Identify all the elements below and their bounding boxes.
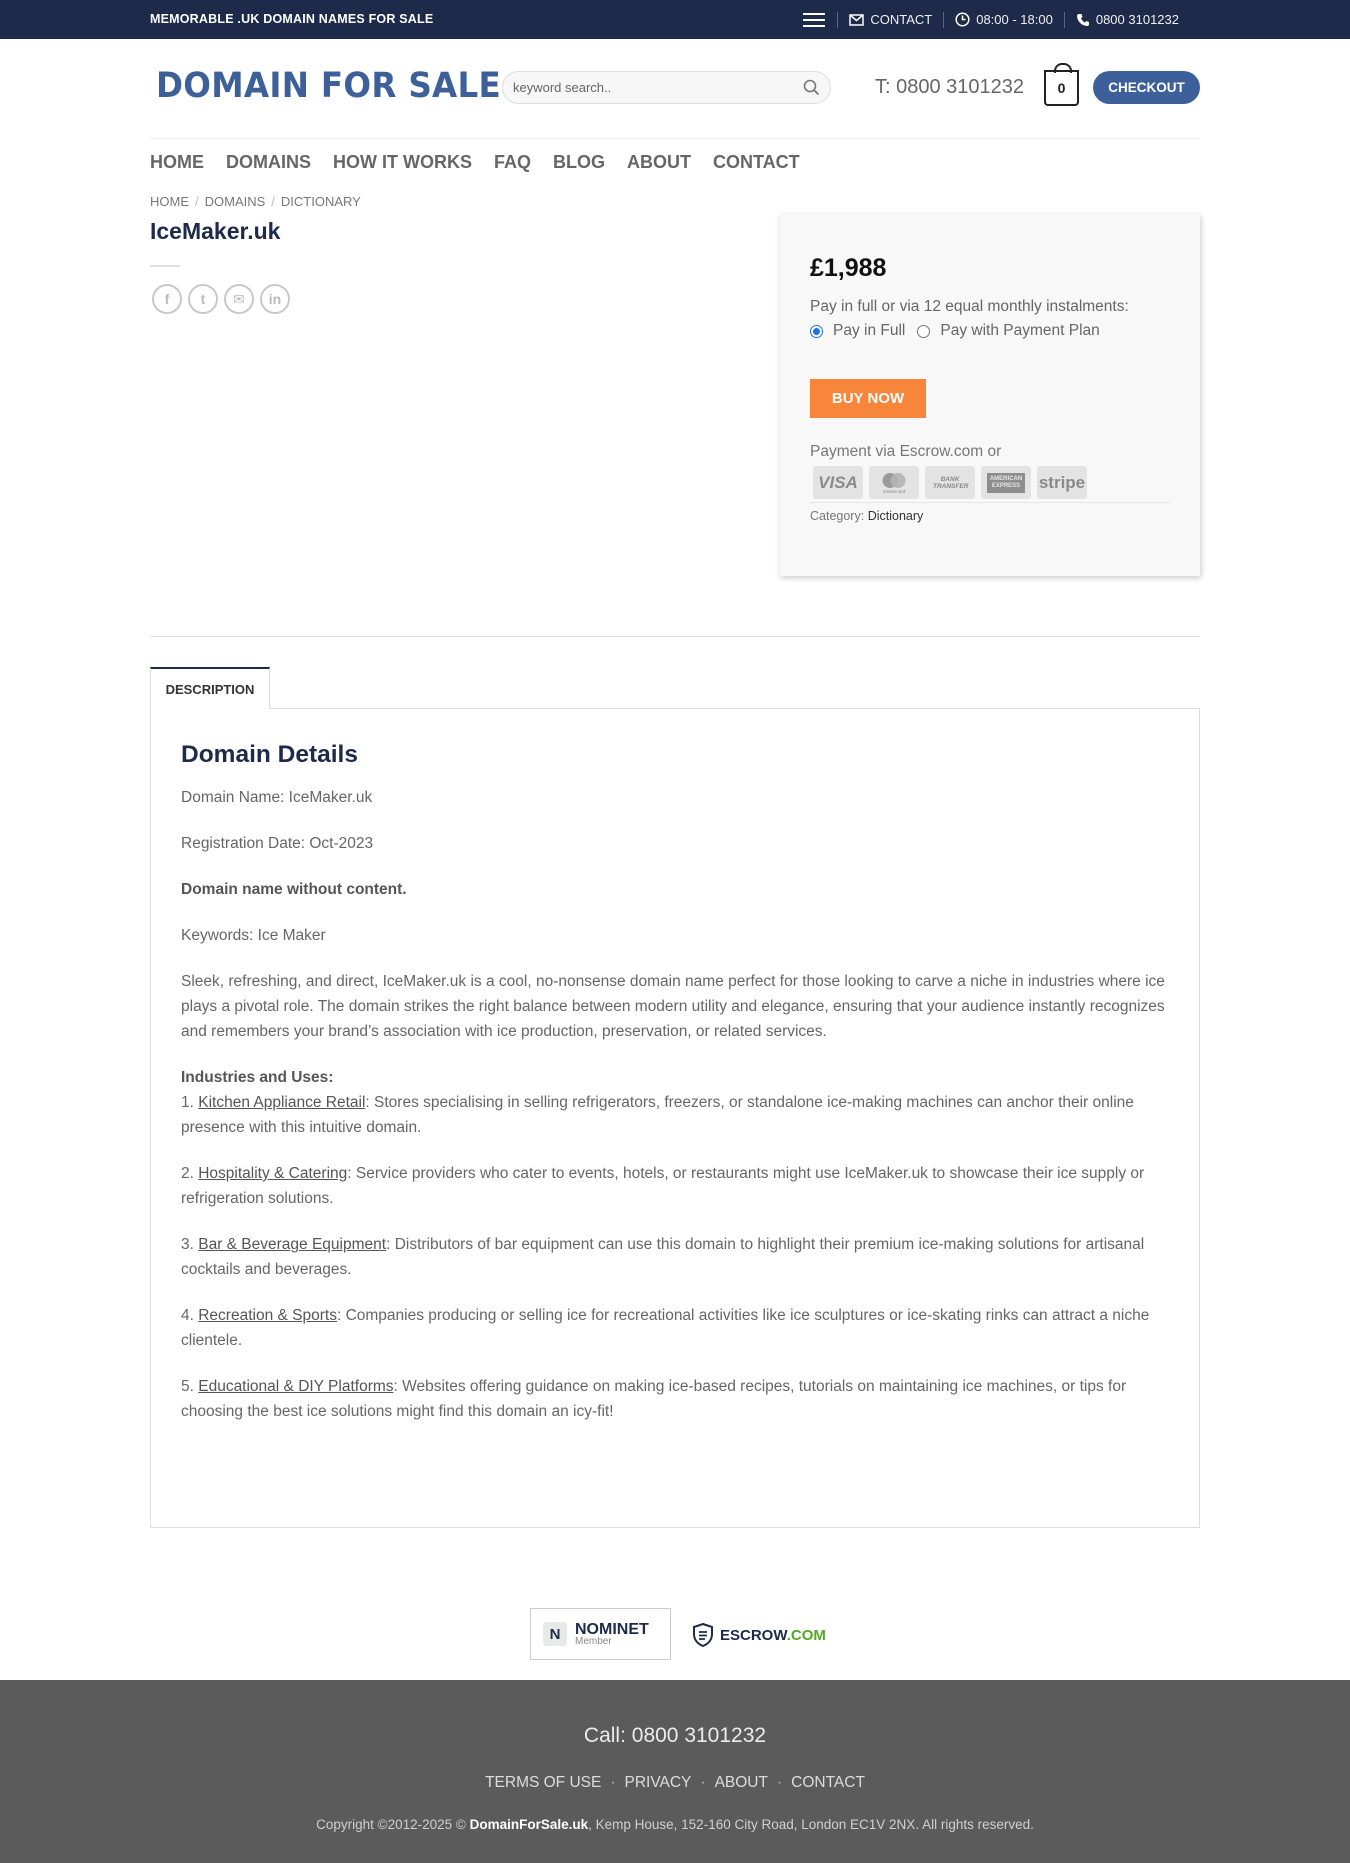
site-logo[interactable]: DOMAIN FOR SALE <box>156 66 502 106</box>
nominet-name: NOMINET <box>575 1620 649 1638</box>
search-icon[interactable] <box>803 79 820 96</box>
mastercard-label: mastercard <box>882 488 906 494</box>
description-content <box>181 739 1171 1445</box>
use-item <box>181 1232 1171 1282</box>
menu-icon[interactable] <box>803 13 825 27</box>
industries-heading: Industries and Uses: <box>181 1069 334 1086</box>
use-item <box>181 1065 1171 1140</box>
hours-label: 08:00 - 18:00 <box>976 12 1053 27</box>
escrow-badge[interactable] <box>692 1623 826 1647</box>
top-bar <box>0 0 1350 39</box>
nav-domains[interactable]: DOMAINS <box>226 152 311 172</box>
header-phone: T: 0800 3101232 <box>875 76 1025 98</box>
category-link[interactable]: Dictionary <box>867 509 924 523</box>
buy-now-button[interactable]: BUY NOW <box>810 379 926 418</box>
linkedin-icon[interactable]: in <box>260 284 290 314</box>
use-name: Hospitality & Catering <box>198 1165 348 1182</box>
footer-about-link[interactable]: ABOUT <box>714 1774 768 1791</box>
footer-links <box>0 1774 1350 1792</box>
main-nav <box>150 152 800 173</box>
use-text: : Stores specialising in selling refrigerators, freezers, or standalone ice-making machines can anchor their online presence with this intuitive domain. <box>181 1094 1134 1136</box>
use-text: : Websites offering guidance on making ice-based recipes, tutorials on maintaining ice machines, or tips for choosing the best ice solutions might find this domain an icy-fit! <box>181 1378 1127 1420</box>
cart-count: 0 <box>1057 80 1066 96</box>
breadcrumb-dictionary[interactable]: DICTIONARY <box>280 194 361 209</box>
use-text: : Companies producing or selling ice for recreational activities like ice sculptures or ice-skating rinks can attract a niche clientele. <box>181 1307 1150 1349</box>
pay-full-label: Pay in Full <box>833 322 906 339</box>
content-note-text: Domain name without content. <box>181 881 407 898</box>
use-item <box>181 1374 1171 1424</box>
amex-label: AMERICAN EXPRESS <box>987 473 1025 493</box>
category <box>810 509 923 523</box>
use-name: Recreation & Sports <box>198 1307 337 1324</box>
nominet-logo-icon: N <box>543 1622 567 1646</box>
footer-contact-link[interactable]: CONTACT <box>791 1774 865 1791</box>
price-box <box>780 214 1200 576</box>
tagline: MEMORABLE .UK DOMAIN NAMES FOR SALE <box>150 12 434 26</box>
nominet-badge[interactable] <box>530 1608 671 1660</box>
escrow-note: Payment via Escrow.com or <box>810 443 1002 460</box>
stripe-icon <box>1037 466 1087 499</box>
top-contact-label: CONTACT <box>870 12 933 27</box>
envelope-icon <box>849 14 864 26</box>
price: £1,988 <box>810 254 887 282</box>
payment-cards <box>813 466 1087 499</box>
breadcrumb-divider: / <box>271 194 275 209</box>
keywords: Keywords: Ice Maker <box>181 927 326 944</box>
use-text: : Service providers who cater to events, hotels, or restaurants might use IceMaker.uk to showcase their ice supply or refrigeration solutions. <box>181 1165 1145 1207</box>
opening-hours <box>944 12 1064 27</box>
content-note <box>181 877 1171 902</box>
nav-how-it-works[interactable]: HOW IT WORKS <box>333 152 472 172</box>
pay-full-radio[interactable] <box>810 325 823 338</box>
registration-date: Registration Date: Oct-2023 <box>181 835 374 852</box>
copyright <box>0 1817 1350 1832</box>
twitter-icon[interactable]: t <box>188 284 218 314</box>
top-phone-link[interactable] <box>1065 12 1190 27</box>
clock-icon <box>955 12 970 27</box>
nav-home[interactable]: HOME <box>150 152 204 172</box>
use-number: 1. <box>181 1094 199 1111</box>
payment-options <box>810 322 1100 340</box>
pay-plan-label: Pay with Payment Plan <box>940 322 1100 339</box>
intro-paragraph: Sleek, refreshing, and direct, IceMaker.uk is a cool, no-nonsense domain name perfect for those looking to carve a niche in industries where ice plays a pivotal role. The domain strikes the right balance between modern utility and elegance, ensuring that your audience instantly recognizes and remembers your brand’s association with ice production, preservation, or related services. <box>181 973 1165 1040</box>
phone-icon <box>1076 13 1090 27</box>
checkout-button[interactable]: CHECKOUT <box>1093 71 1200 104</box>
footer-link-separator: · <box>776 1774 783 1791</box>
footer-terms-link[interactable]: TERMS OF USE <box>485 1774 602 1791</box>
cart-icon[interactable] <box>1044 70 1079 106</box>
category-label: Category: <box>810 509 865 523</box>
copyright-prefix: Copyright ©2012-2025 © <box>316 1817 470 1832</box>
visa-label: VISA <box>818 472 858 492</box>
copyright-suffix: , Kemp House, 152-160 City Road, London EC1V 2NX. All rights reserved. <box>588 1817 1034 1832</box>
pay-plan-radio[interactable] <box>917 325 930 338</box>
amex-icon <box>981 466 1031 499</box>
breadcrumb-home[interactable]: HOME <box>150 194 189 209</box>
footer-privacy-link[interactable]: PRIVACY <box>624 1774 692 1791</box>
mastercard-circles <box>880 472 908 489</box>
escrow-suffix: .COM <box>786 1626 826 1644</box>
domain-details-heading: Domain Details <box>181 741 358 768</box>
tab-description[interactable]: DESCRIPTION <box>150 667 270 709</box>
payment-note: Pay in full or via 12 equal monthly instalments: <box>810 298 1129 315</box>
use-number: 4. <box>181 1307 199 1324</box>
divider <box>810 502 1170 503</box>
escrow-shield-icon <box>692 1623 714 1647</box>
domain-name: Domain Name: IceMaker.uk <box>181 789 373 806</box>
footer-call: Call: 0800 3101232 <box>583 1724 767 1747</box>
footer-link-separator: · <box>700 1774 706 1791</box>
share-icons <box>152 284 290 314</box>
description-panel <box>150 708 1200 1528</box>
facebook-icon[interactable]: f <box>152 284 182 314</box>
escrow-name: ESCROW <box>720 1626 787 1644</box>
top-phone-label: 0800 3101232 <box>1095 12 1179 27</box>
breadcrumb <box>150 194 361 209</box>
stripe-label: stripe <box>1038 472 1086 492</box>
breadcrumb-divider: / <box>195 194 199 209</box>
visa-icon <box>813 466 863 499</box>
top-bar-links <box>803 0 1190 39</box>
use-number: 5. <box>181 1378 199 1395</box>
email-icon[interactable]: ✉ <box>224 284 254 314</box>
nominet-member: Member <box>575 1635 612 1647</box>
divider <box>150 636 1200 637</box>
divider <box>150 138 1200 139</box>
copyright-brand: DomainForSale.uk <box>469 1817 589 1832</box>
use-number: 3. <box>181 1236 199 1253</box>
use-name: Kitchen Appliance Retail <box>198 1094 366 1111</box>
use-name: Educational & DIY Platforms <box>198 1378 394 1395</box>
footer <box>0 1680 1350 1863</box>
search-box <box>502 71 831 104</box>
nav-contact[interactable]: CONTACT <box>713 152 800 172</box>
nav-blog[interactable]: BLOG <box>553 152 605 172</box>
nav-about[interactable]: ABOUT <box>627 152 691 172</box>
use-number: 2. <box>181 1165 199 1182</box>
use-name: Bar & Beverage Equipment <box>198 1236 387 1253</box>
use-item <box>181 1303 1171 1353</box>
search-input[interactable] <box>513 72 783 103</box>
bank-transfer-label: BANK TRANSFER <box>933 475 969 490</box>
top-contact-link[interactable] <box>838 12 943 27</box>
use-text: : Distributors of bar equipment can use this domain to highlight their premium ice-making solutions for artisanal cocktails and beverages. <box>181 1236 1145 1278</box>
nav-faq[interactable]: FAQ <box>493 152 531 172</box>
use-item <box>181 1161 1171 1211</box>
bank-transfer-icon <box>925 466 975 499</box>
divider <box>150 265 180 267</box>
page-title: IceMaker.uk <box>150 218 281 244</box>
footer-link-separator: · <box>610 1774 616 1791</box>
mastercard-icon <box>869 466 919 499</box>
breadcrumb-domains[interactable]: DOMAINS <box>204 194 266 209</box>
